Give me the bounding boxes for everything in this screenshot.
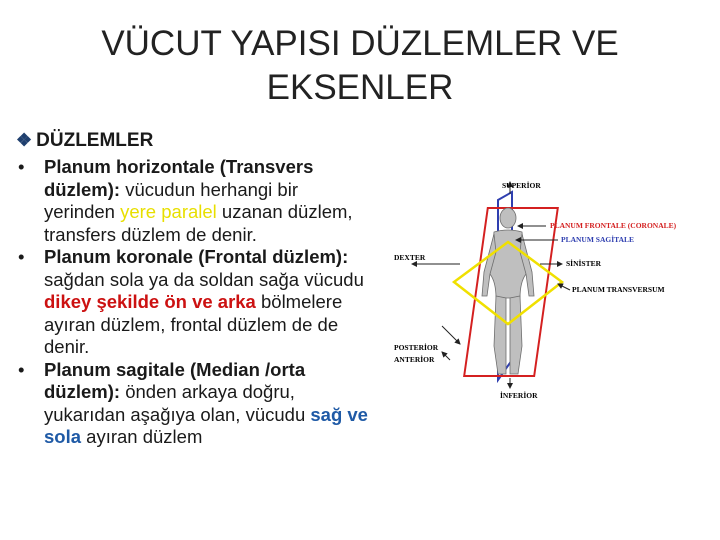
list-item: [16, 156, 368, 246]
highlight: sağ ve sola: [44, 403, 368, 447]
description: sağdan sola ya da soldan sağa vücudu: [44, 268, 364, 290]
label-anterior: ANTERİOR: [394, 355, 435, 364]
label-posterior: POSTERİOR: [394, 343, 439, 352]
posterior-arrow: [442, 326, 460, 344]
highlight: dikey şekilde ön ve arka: [44, 291, 256, 312]
highlight: yere paralel: [120, 201, 217, 222]
label-transversum: PLANUM TRANSVERSUM: [572, 285, 665, 294]
anatomical-planes-figure: [390, 178, 680, 428]
diamond-bullet-icon: ❖: [16, 130, 33, 150]
list-item: [16, 246, 368, 359]
term: Planum horizontale (Transvers düzlem):: [44, 156, 314, 200]
description: ayıran düzlem: [81, 426, 203, 447]
bullet-dot-icon: •: [18, 156, 25, 177]
description: uzanan düzlem, transfers düzlem de denir.: [44, 201, 353, 245]
description: bölmelere ayıran düzlem, frontal düzlem de de denir.: [44, 291, 343, 357]
title-line-1: VÜCUT YAPISI DÜZLEMLER VE: [101, 24, 619, 63]
section-heading-text: DÜZLEMLER: [36, 130, 154, 151]
bullet-dot-icon: •: [18, 358, 25, 380]
label-inferior: İNFERİOR: [500, 391, 538, 400]
label-dexter: DEXTER: [394, 253, 426, 262]
term: Planum koronale (Frontal düzlem):: [44, 246, 349, 267]
transversum-pointer: [558, 284, 570, 290]
description: vücudun herhangi bir yerinden: [44, 178, 298, 222]
slide-title: [60, 22, 660, 110]
list-item: [16, 359, 368, 449]
term: Planum sagitale (Median /orta düzlem):: [44, 358, 306, 402]
bullet-dot-icon: •: [18, 246, 25, 267]
description: önden arkaya doğru, yukarıdan aşağıya olan, vücudu: [44, 381, 311, 425]
label-sagitale: PLANUM SAGİTALE: [561, 235, 634, 244]
title-line-2: EKSENLER: [266, 68, 454, 107]
label-superior: SUPERİOR: [502, 181, 541, 190]
bullet-list: [16, 156, 368, 449]
label-sinister: SİNİSTER: [566, 259, 602, 268]
anterior-arrow: [442, 352, 450, 360]
section-heading: [16, 130, 153, 152]
body-figure: [482, 208, 534, 374]
label-frontale: PLANUM FRONTALE (CORONALE): [550, 221, 677, 230]
